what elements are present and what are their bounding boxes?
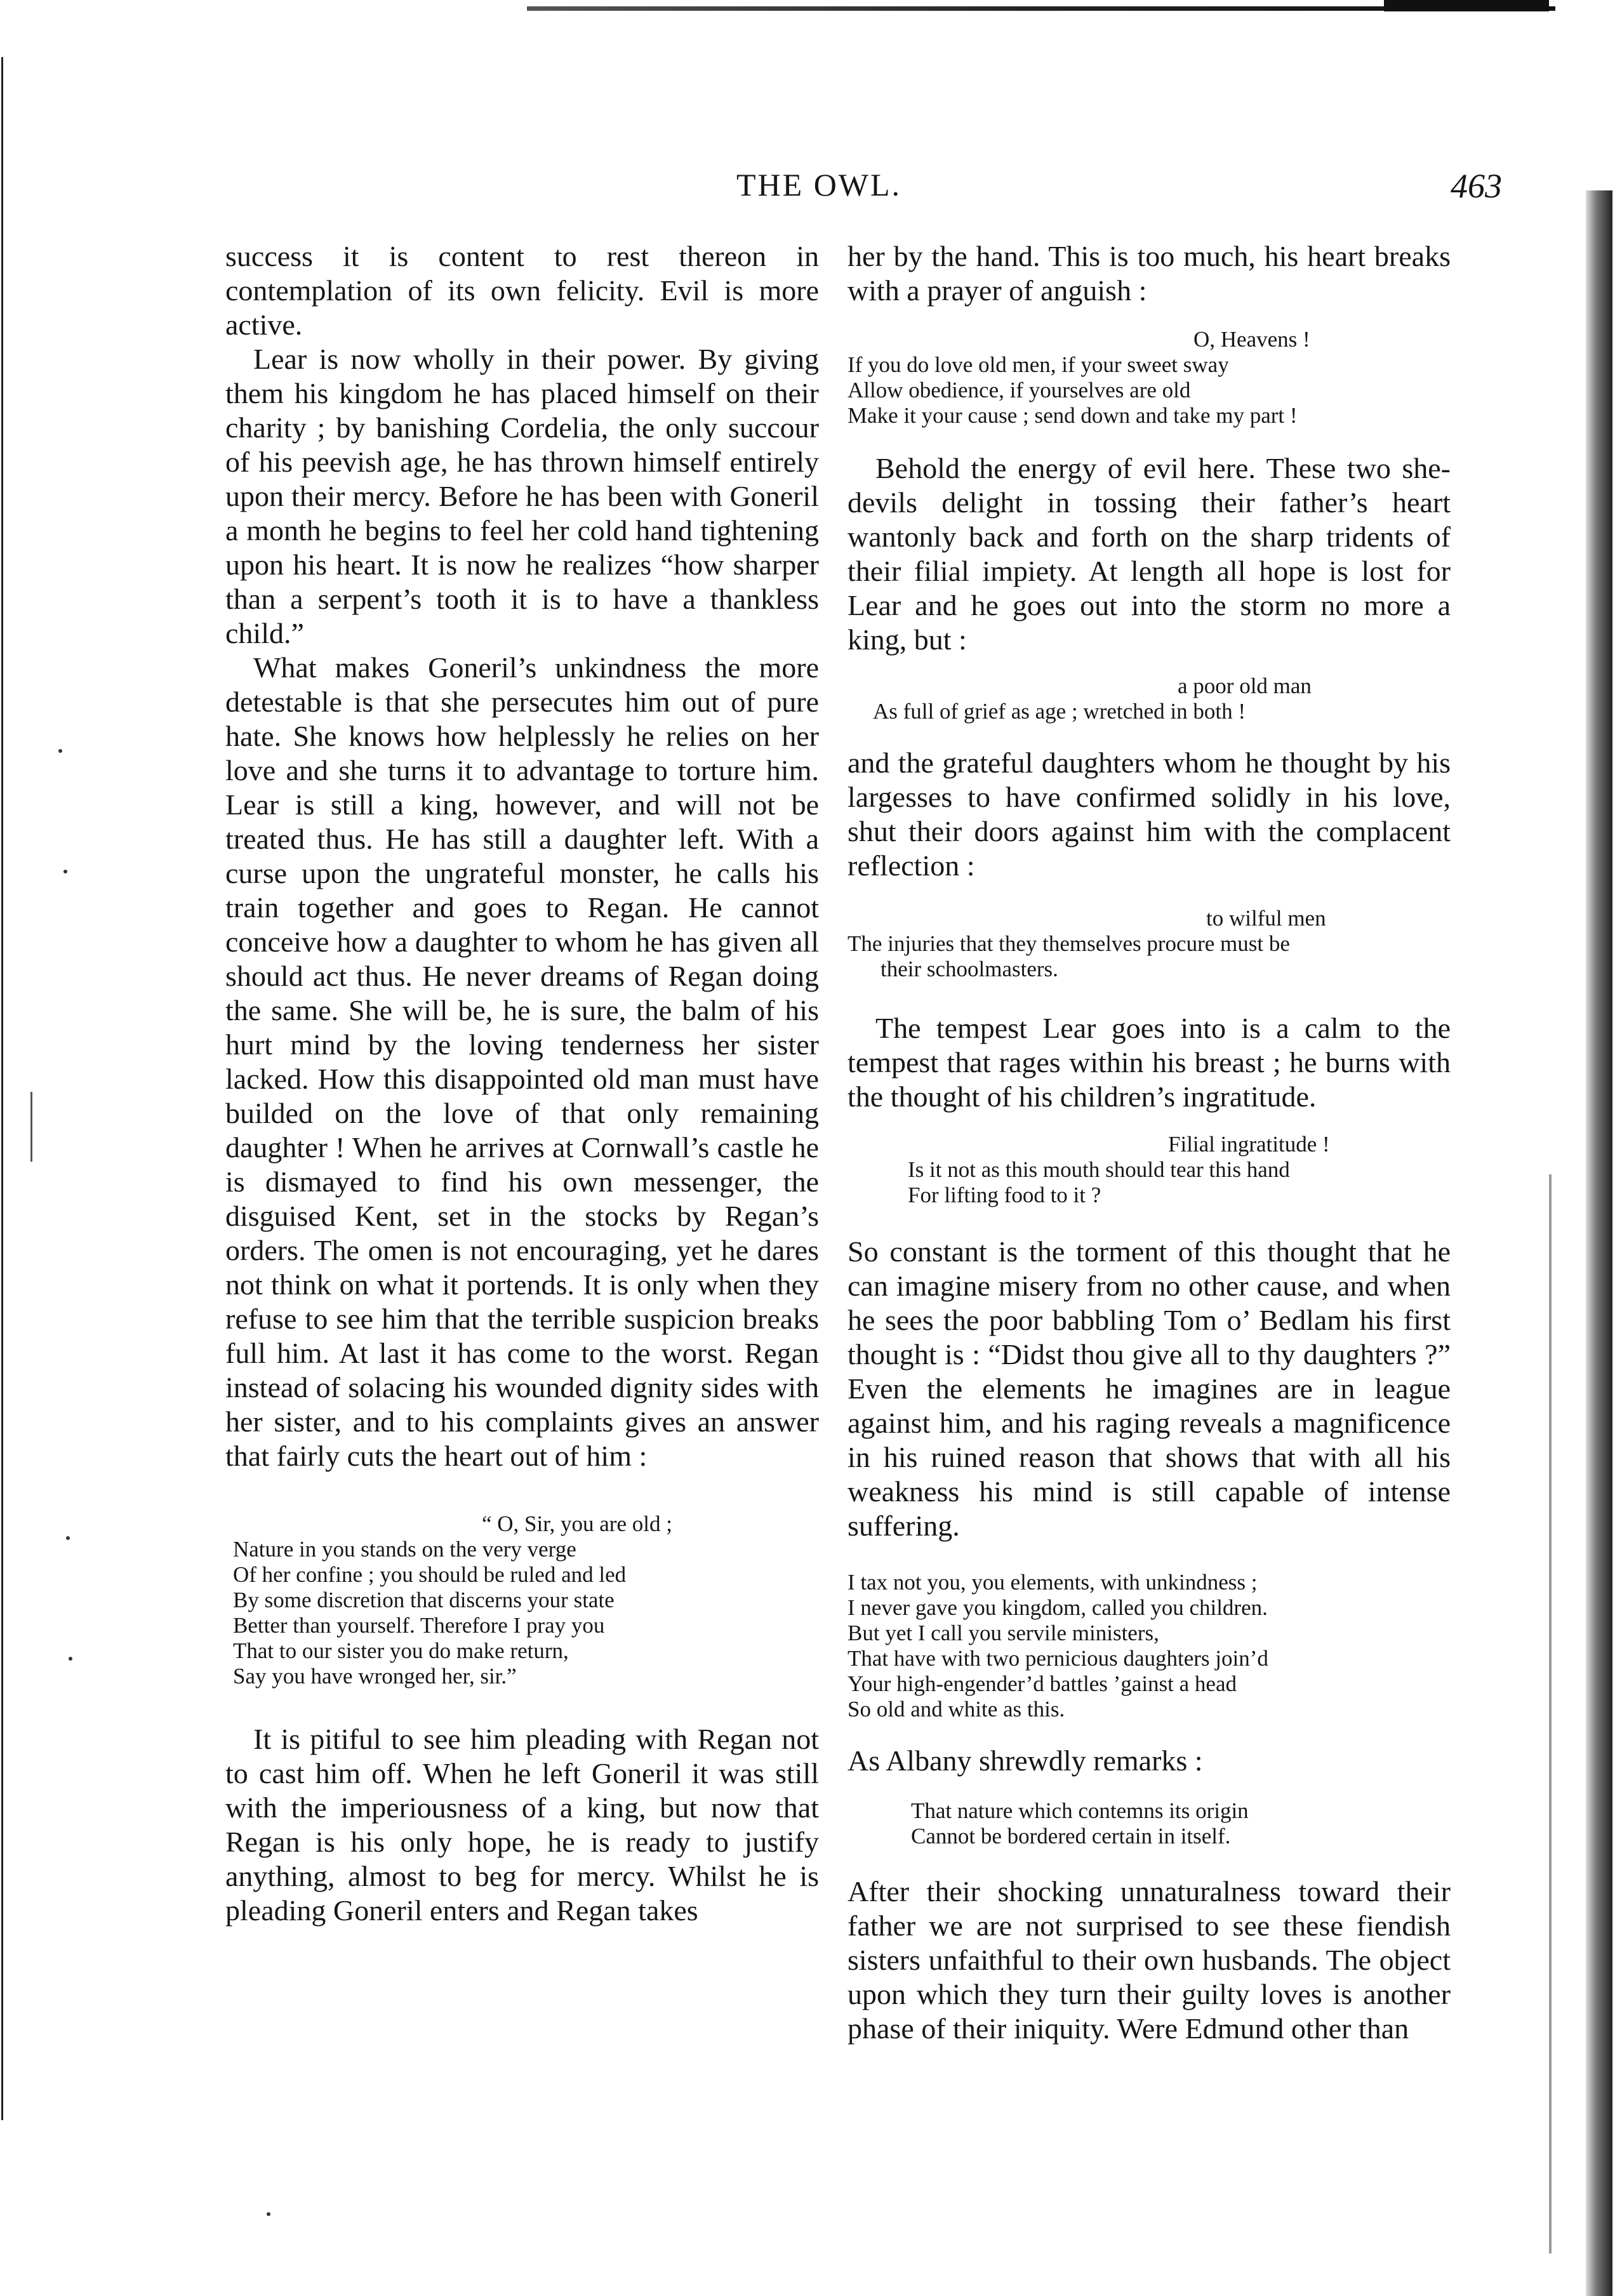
scan-left-edge — [1, 57, 3, 2120]
quote-line: I tax not you, you elements, with unkindness ; — [848, 1570, 1258, 1595]
quote-line: Your high-engender’d battles ’gainst a head — [848, 1671, 1237, 1696]
scan-margin-mark — [30, 1092, 32, 1162]
quote-line: their schoolmasters. — [881, 957, 1058, 981]
quote-line: But yet I call you servile ministers, — [848, 1621, 1159, 1645]
scan-right-edge — [1586, 190, 1612, 2296]
block-quote — [233, 1511, 819, 1689]
block-quote — [911, 1798, 1451, 1849]
quote-line: That have with two pernicious daughters join’d — [848, 1646, 1268, 1671]
scan-speck — [267, 2212, 270, 2216]
paragraph: Lear is now wholly in their power. By giving them his kingdom he has placed himself on their charity ; by banishing Cordelia, the only succour of his peevish age, he has thrown himself entirely upon their mercy. Before he has been with Goneril a month he begins to feel her cold hand tightening upon his heart. It is now he realizes “how sharper than a serpent’s tooth it is to have a thankless child.” — [225, 343, 819, 649]
quote-line: That nature which contemns its origin — [911, 1798, 1249, 1823]
quote-line: a poor old man — [1178, 674, 1312, 698]
scan-right-edge-inner — [1549, 1174, 1552, 2253]
paragraph: Behold the energy of evil here. These two she-devils delight in tossing their father’s heart wantonly back and forth on the sharp tridents of their filial impiety. At length all hope is lost for Lear and he goes out into the storm no more a king, but : — [848, 452, 1451, 656]
quote-line: By some discretion that discerns your state — [233, 1588, 615, 1612]
paragraph: After their shocking unnaturalness toward their father we are not surprised to see these fiendish sisters unfaithful to their own husbands. The object upon which they turn their guilty loves is another phase of their iniquity. Were Edmund other than — [848, 1875, 1451, 2045]
scan-speck — [58, 749, 62, 753]
scan-speck — [69, 1657, 72, 1661]
quote-line: O, Heavens ! — [1193, 327, 1310, 352]
block-quote — [848, 906, 1451, 982]
quote-line: As full of grief as age ; wretched in both ! — [873, 699, 1246, 724]
quote-line: Say you have wronged her, sir.” — [233, 1664, 517, 1689]
left-column — [225, 239, 819, 1928]
quote-line: Nature in you stands on the very verge — [233, 1537, 576, 1562]
quote-line: to wilful men — [1206, 906, 1326, 931]
paragraph: It is pitiful to see him pleading with Regan not to cast him off. When he left Goneril it was still with the imperiousness of a king, but now that Regan is his only hope, he is ready to justify anything, almost to beg for mercy. Whilst he is pleading Goneril enters and Regan takes — [225, 1723, 819, 1927]
quote-line: Better than yourself. Therefore I pray you — [233, 1613, 605, 1638]
paragraph: and the grateful daughters whom he thought by his largesses to have confirmed solidly in his love, shut their doors against him with the complacent reflection : — [848, 747, 1451, 882]
paragraph: So constant is the torment of this thought that he can imagine misery from no other cause, and when he sees the poor babbling Tom o’ Bedlam his first thought is : “Didst thou give all to thy daughters ?” Even the elements he imagines are in league against him, and his raging reveals a magnificence in his ruined reason that shows that with all his weakness his mind is still capable of intense suffering. — [848, 1235, 1451, 1542]
paragraph: success it is content to rest thereon in contemplation of its own felicity. Evil is more active. — [225, 240, 819, 341]
block-quote — [848, 674, 1451, 724]
scan-speck — [63, 870, 67, 873]
quote-line: Cannot be bordered certain in itself. — [911, 1824, 1231, 1848]
quote-line: That to our sister you do make return, — [233, 1638, 569, 1663]
block-quote — [848, 1570, 1451, 1722]
quote-line: “ O, Sir, you are old ; — [482, 1511, 672, 1536]
scan-top-rule-thick — [1384, 0, 1549, 11]
quote-line: Filial ingratitude ! — [1168, 1132, 1330, 1157]
quote-line: So old and white as this. — [848, 1697, 1065, 1722]
quote-line: I never gave you kingdom, called you children. — [848, 1595, 1268, 1620]
paragraph: What makes Goneril’s unkindness the more detestable is that she persecutes him out of pure hate. She knows how helplessly he relies on her love and she turns it to advantage to torture him. Lear is still a king, however, and will not be treated thus. He has still a daughter left. With a curse upon the ungrateful monster, he calls his train together and goes to Regan. He cannot conceive how a daughter to whom he has given all should act thus. He never dreams of Regan doing the same. She will be, he is sure, the balm of his hurt mind by the loving tenderness her sister lacked. How this disappointed old man must have builded on the love of that only remaining daughter ! When he arrives at Cornwall’s castle he is dismayed to find his own messenger, the disguised Kent, set in the stocks by Regan’s orders. The omen is not encouraging, yet he dares not think on what it portends. It is only when they refuse to see him that the terrible suspicion breaks full him. At last it has come to the worst. Regan instead of solacing his wounded dignity sides with her sister, and to his complaints gives an answer that fairly cuts the heart out of him : — [225, 651, 819, 1472]
running-title: THE OWL. — [736, 167, 902, 202]
paragraph: her by the hand. This is too much, his heart breaks with a prayer of anguish : — [848, 240, 1451, 307]
paragraph: The tempest Lear goes into is a calm to the tempest that rages within his breast ; he burns with the thought of his children’s ingratitude. — [848, 1012, 1451, 1113]
block-quote — [848, 327, 1451, 428]
quote-line: Make it your cause ; send down and take my part ! — [848, 403, 1298, 428]
paragraph: As Albany shrewdly remarks : — [848, 1744, 1203, 1777]
quote-line: Allow obedience, if yourselves are old — [848, 378, 1191, 402]
quote-line: If you do love old men, if your sweet sway — [848, 352, 1229, 377]
block-quote — [908, 1132, 1451, 1208]
scan-speck — [66, 1536, 70, 1540]
quote-line: Of her confine ; you should be ruled and led — [233, 1562, 627, 1587]
quote-line: Is it not as this mouth should tear this hand — [908, 1157, 1290, 1182]
quote-line: For lifting food to it ? — [908, 1183, 1101, 1207]
right-column — [848, 239, 1451, 2046]
page-number: 463 — [1451, 167, 1502, 205]
quote-line: The injuries that they themselves procure must be — [848, 931, 1290, 956]
